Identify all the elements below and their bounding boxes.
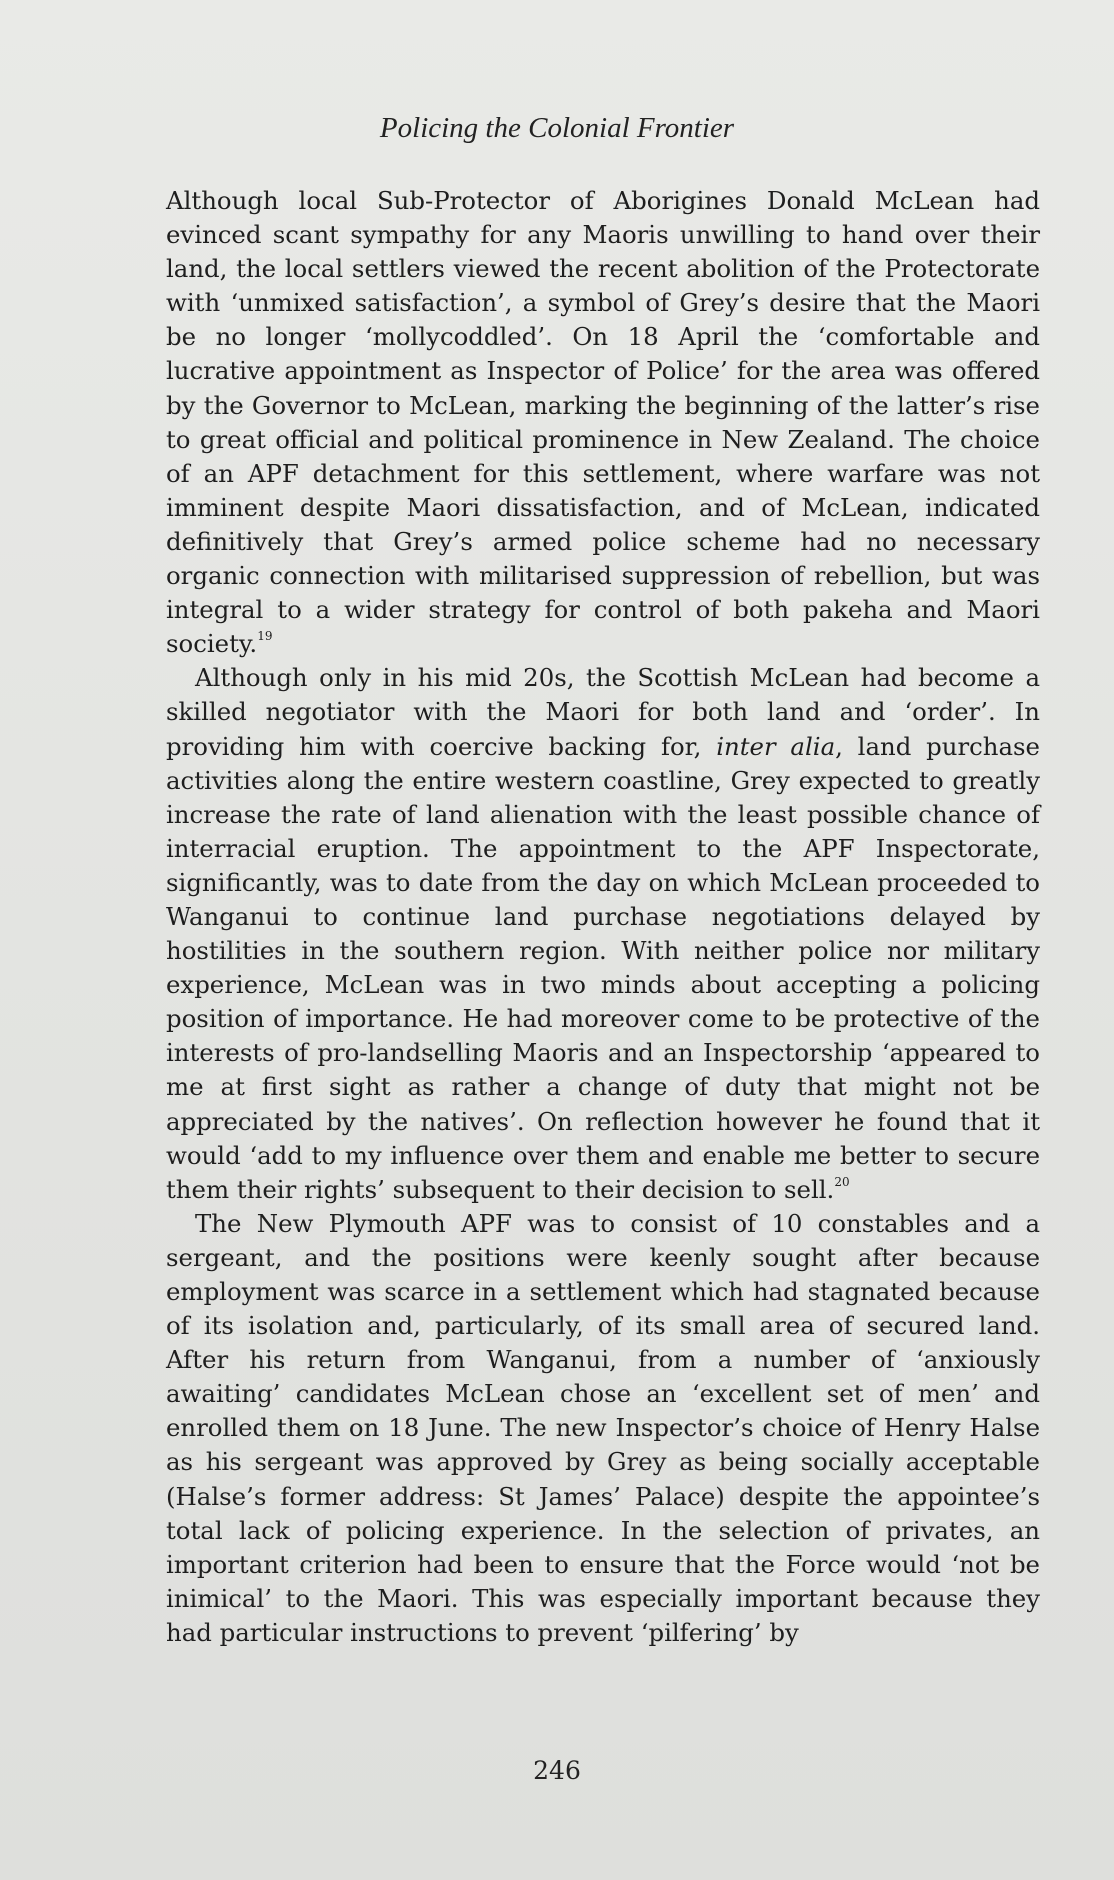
page-number: 246: [533, 1756, 581, 1785]
paragraph-2: [166, 661, 1040, 1207]
paragraph-text: Although local Sub-Protector of Aborigines Donald McLean had evinced scant sympathy for any Maoris unwilling to hand over their land, the local settlers viewed the recent abolition of the Protectorate with ‘unmixed satisfaction’, a symbol of Grey’s desire that the Maori be no longer ‘mollycoddled’. On 18 April the ‘comfortable and lucrative appointment as Inspector of Police’ for the area was offered by the Governor to McLean, marking the beginning of the latter’s rise to great official and political prominence in New Zealand. The choice of an APF detachment for this settlement, where warfare was not imminent despite Maori dissatisfaction, and of McLean, indicated definitively that Grey’s armed police scheme had no necessary organic connection with militarised suppression of rebellion, but was integral to a wider strategy for control of both pakeha and Maori society.: [166, 186, 1040, 659]
paragraph-text: , land purchase activities along the entire western coastline, Grey expected to greatly increase the rate of land alienation with the least possible chance of interracial eruption. The appointment to the APF Inspectorate, significantly, was to date from the day on which McLean proceeded to Wanganui to continue land purchase negotiations delayed by hostilities in the southern region. With neither police nor military experience, McLean was in two minds about accepting a policing position of importance. He had moreover come to be protective of the interests of pro-landselling Maoris and an Inspectorship ‘appeared to me at first sight as rather a change of duty that might not be appreciated by the natives’. On reflection however he found that it would ‘add to my influence over them and enable me better to secure them their rights’ subsequent to their decision to sell.: [166, 731, 1040, 1204]
footnote-ref: 19: [257, 629, 273, 644]
italic-phrase: inter alia: [716, 731, 836, 761]
body-text: [166, 184, 1040, 1650]
paragraph-1: [166, 184, 1040, 661]
paragraph-text: The New Plymouth APF was to consist of 10 constables and a sergeant, and the positions were keenly sought after because employment was scarce in a settlement which had stagnated because of its isolation and, particularly, of its small area of secured land. After his return from Wanganui, from a number of ‘anxiously awaiting’ candidates McLean chose an ‘excellent set of men’ and enrolled them on 18 June. The new Inspector’s choice of Henry Halse as his sergeant was approved by Grey as being socially acceptable (Halse’s former address: St James’ Palace) despite the appointee’s total lack of policing experience. In the selection of privates, an important criterion had been to ensure that the Force would ‘not be inimical’ to the Maori. This was especially important because they had particular instructions to prevent ‘pilfering’ by: [166, 1208, 1040, 1647]
running-head: Policing the Colonial Frontier: [379, 112, 735, 144]
footnote-ref: 20: [834, 1174, 850, 1189]
paragraph-text: Although only in his mid 20s, the Scottish McLean had become a skilled negotiator with the Maori for both land and ‘order’. In providing him with coercive backing for,: [166, 663, 1040, 761]
paragraph-3: [166, 1207, 1040, 1650]
